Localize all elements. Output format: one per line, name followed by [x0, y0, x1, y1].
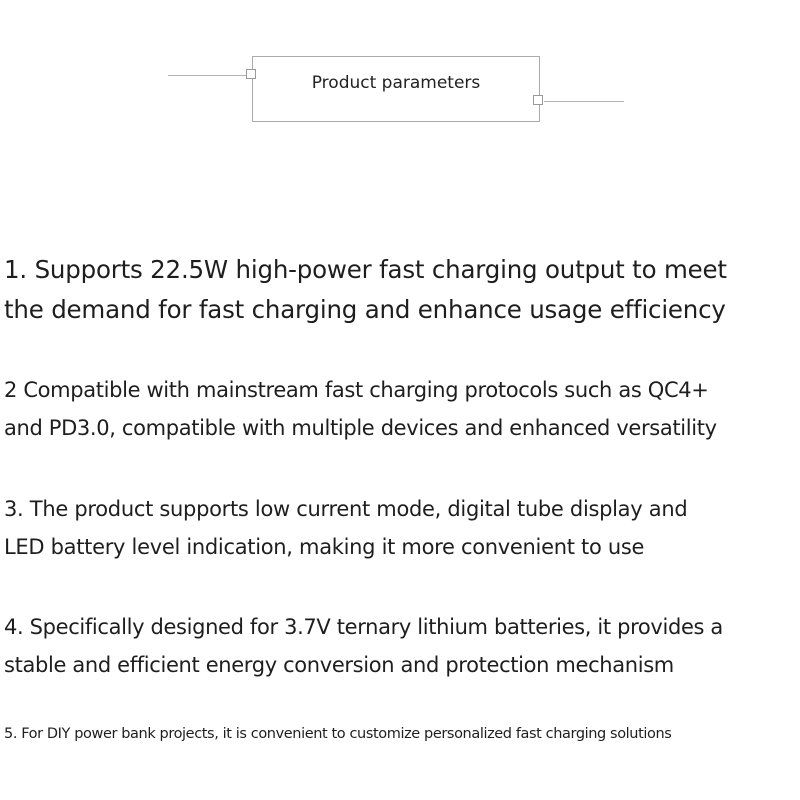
header-line-right	[544, 101, 624, 102]
feature-paragraph-5	[4, 722, 671, 746]
frame-corner-square-bottom-right	[533, 95, 543, 105]
title-frame	[252, 56, 540, 122]
feature-text-line: 3. The product supports low current mode, digital tube display and	[4, 497, 688, 521]
feature-text-line: 2 Compatible with mainstream fast charging protocols such as QC4+	[4, 378, 709, 402]
feature-paragraph-2	[4, 371, 717, 447]
section-header	[0, 0, 800, 140]
feature-text-line: 1. Supports 22.5W high-power fast charging output to meet	[4, 255, 727, 284]
feature-text-line: stable and efficient energy conversion and protection mechanism	[4, 653, 674, 677]
feature-text-line: the demand for fast charging and enhance usage efficiency	[4, 295, 726, 324]
feature-paragraph-4	[4, 608, 723, 684]
feature-paragraph-1	[4, 250, 727, 330]
feature-text-line: and PD3.0, compatible with multiple devices and enhanced versatility	[4, 416, 717, 440]
feature-text-line: 5. For DIY power bank projects, it is convenient to customize personalized fast charging solutions	[4, 726, 672, 742]
frame-corner-square-top-left	[246, 69, 256, 79]
feature-text-line: 4. Specifically designed for 3.7V ternary lithium batteries, it provides a	[4, 615, 723, 639]
feature-paragraph-3	[4, 490, 687, 566]
header-line-left	[168, 75, 248, 76]
page-title: Product parameters	[311, 73, 481, 93]
feature-text-line: LED battery level indication, making it more convenient to use	[4, 535, 645, 559]
